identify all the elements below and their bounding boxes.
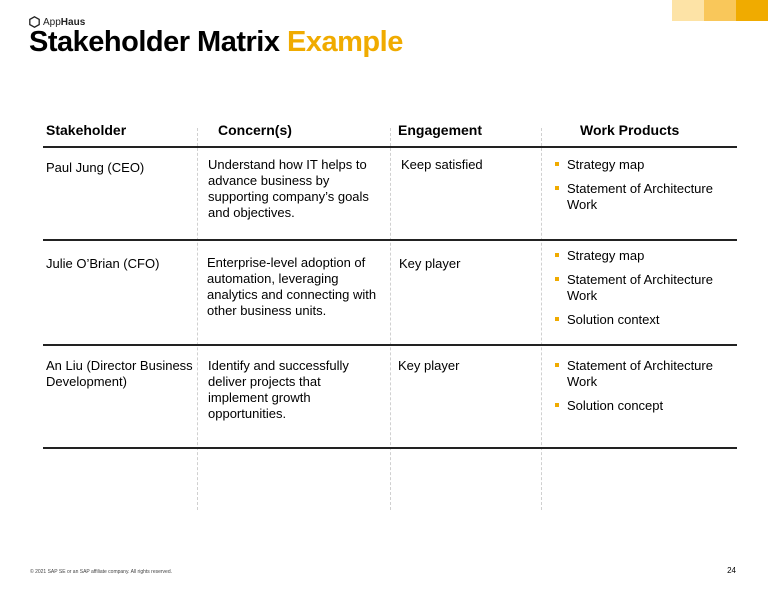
list-item <box>553 181 743 213</box>
column-divider <box>541 128 542 510</box>
bullet-icon <box>555 253 559 257</box>
tile-dark <box>736 0 768 21</box>
bullet-icon <box>555 186 559 190</box>
work-product-text: Statement of Architecture Work <box>567 181 713 212</box>
list-item <box>553 272 743 304</box>
stakeholder-cell: Paul Jung (CEO) <box>46 160 145 175</box>
page-number: 24 <box>727 566 736 575</box>
header-concerns: Concern(s) <box>218 122 292 138</box>
list-item <box>553 157 743 173</box>
page-title <box>29 26 403 59</box>
logo-text-light: App <box>43 16 61 28</box>
row-separator <box>43 344 737 346</box>
work-product-text: Strategy map <box>567 157 645 172</box>
bullet-icon <box>555 403 559 407</box>
stakeholder-cell: An Liu (Director Business Development) <box>46 358 193 389</box>
list-item <box>553 312 743 328</box>
bullet-icon <box>555 162 559 166</box>
list-item <box>553 248 743 264</box>
work-products-cell <box>553 248 743 336</box>
header-engagement: Engagement <box>398 122 483 138</box>
engagement-cell: Key player <box>399 256 461 271</box>
work-product-text: Solution concept <box>567 398 664 413</box>
concern-cell: Enterprise-level adoption of automation, leveraging analytics and connecting with other business units. <box>207 255 377 318</box>
title-main: Stakeholder Matrix <box>29 26 280 58</box>
work-product-text: Strategy map <box>567 248 645 263</box>
stakeholder-cell: Julie O’Brian (CFO) <box>46 256 160 271</box>
column-divider <box>197 128 198 510</box>
row-separator <box>43 447 737 449</box>
work-product-text: Statement of Architecture Work <box>567 272 713 303</box>
row-separator <box>43 239 737 241</box>
logo-text-bold: Haus <box>60 16 86 28</box>
engagement-cell: Keep satisfied <box>401 157 483 172</box>
tile-light <box>672 0 704 21</box>
header-stakeholder: Stakeholder <box>46 122 127 138</box>
list-item <box>553 358 743 390</box>
concern-cell: Identify and successfully deliver projects that implement growth opportunities. <box>208 358 349 421</box>
column-divider <box>390 128 391 510</box>
list-item <box>553 398 743 414</box>
work-products-cell <box>553 358 743 422</box>
bullet-icon <box>555 277 559 281</box>
tile-mid <box>704 0 736 21</box>
title-accent: Example <box>287 26 403 58</box>
decorative-tiles <box>672 0 768 21</box>
engagement-cell: Key player <box>398 358 460 373</box>
copyright-footer: © 2021 SAP SE or an SAP affiliate company. All rights reserved. <box>30 569 173 575</box>
concern-cell: Understand how IT helps to advance business by supporting company’s goals and objectives. <box>208 157 369 220</box>
work-product-text: Solution context <box>567 312 660 327</box>
bullet-icon <box>555 363 559 367</box>
header-work-products: Work Products <box>580 122 680 138</box>
work-products-cell <box>553 157 743 221</box>
row-separator <box>43 146 737 148</box>
bullet-icon <box>555 317 559 321</box>
work-product-text: Statement of Architecture Work <box>567 358 713 389</box>
